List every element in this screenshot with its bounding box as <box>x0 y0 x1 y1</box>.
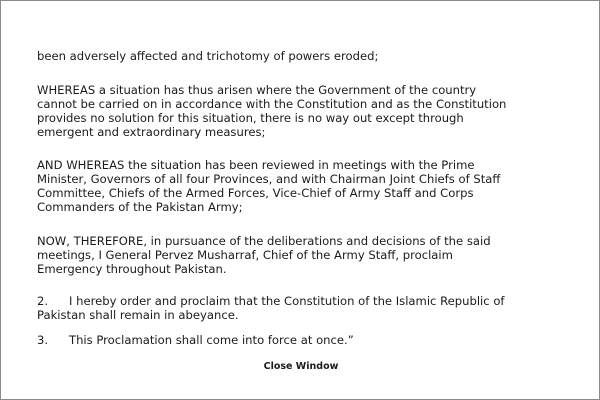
clause-number: 2. <box>37 294 49 308</box>
paragraph-line: meetings, I General Pervez Musharraf, Chief of the Army Staff, proclaim <box>37 248 453 262</box>
paragraph-line: NOW, THEREFORE, in pursuance of the deliberations and decisions of the said <box>37 234 491 248</box>
numbered-clause-line <box>37 333 354 347</box>
numbered-clause-line <box>37 294 505 308</box>
paragraph-line: Pakistan shall remain in abeyance. <box>37 308 239 322</box>
paragraph-line: Committee, Chiefs of the Armed Forces, Vice-Chief of Army Staff and Corps <box>37 186 474 200</box>
paragraph-line: AND WHEREAS the situation has been reviewed in meetings with the Prime <box>37 158 475 172</box>
paragraph-line: Minister, Governors of all four Provinces, and with Chairman Joint Chiefs of Staff <box>37 172 501 186</box>
paragraph-line: emergent and extraordinary measures; <box>37 125 266 139</box>
paragraph-line: cannot be carried on in accordance with the Constitution and as the Constitution <box>37 97 507 111</box>
paragraph-line: Emergency throughout Pakistan. <box>37 262 227 276</box>
paragraph-line: Commanders of the Pakistan Army; <box>37 200 243 214</box>
clause-text: I hereby order and proclaim that the Constitution of the Islamic Republic of <box>69 294 505 308</box>
close-window-link[interactable]: Close Window <box>263 361 339 372</box>
clause-number: 3. <box>37 333 49 347</box>
paragraph-line: provides no solution for this situation, there is no way out except through <box>37 111 464 125</box>
paragraph-line: WHEREAS a situation has thus arisen where the Government of the country <box>37 83 477 97</box>
paragraph-line: been adversely affected and trichotomy of powers eroded; <box>37 49 379 63</box>
clause-text: This Proclamation shall come into force at once.” <box>69 333 354 347</box>
